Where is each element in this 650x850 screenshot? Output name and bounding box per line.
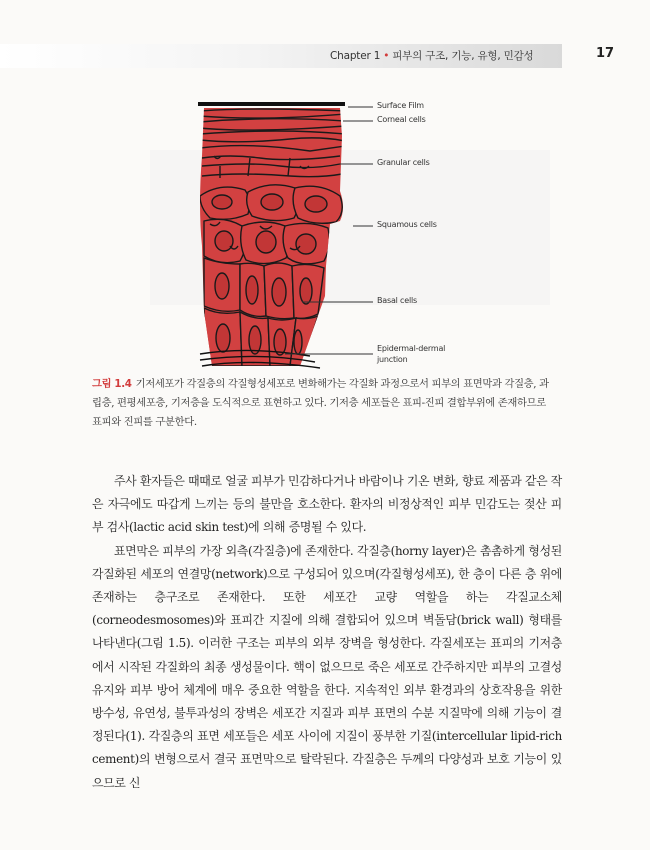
body-text: [92, 470, 562, 795]
paragraph-2: 표면막은 피부의 가장 외측(각질층)에 존재한다. 각질층(horny layer)은 촘촘하게 형성된 각질화된 세포의 연결망(network)으로 구성되어 있으며(각질형성세포), 한 층이 다른 층 위에 존재하는 층구조로 존재한다. 또한 세포간 교량 역할을 하는 각질교소체(corneodesmosomes)와 표피간 지질에 의해 결합되어 있으며 벽돌담(brick wall) 형태를 나타낸다(그림 1.5). 이러한 구조는 피부의 외부 장벽을 형성한다. 각질세포는 표피의 기저층에서 시작된 각질화의 최종 생성물이다. 핵이 없으므로 죽은 세포로 간주하지만 피부의 고결성 유지와 피부 방어 체계에 매우 중요한 역할을 한다. 지속적인 외부 환경과의 상호작용을 위한 방수성, 유연성, 불투과성의 장벽은 세포간 지질과 피부 표면의 수분 지질막에 의해 기능이 결정된다(1). 각질층의 표면 세포들은 세포 사이에 지질이 풍부한 기질(intercellular lipid-rich cement)의 변형으로서 결국 표면막으로 탈락된다. 각질층은 두께의 다양성과 보호 기능이 있으므로 신: [92, 543, 562, 790]
figure-caption: [92, 375, 557, 432]
chapter-label: Chapter 1: [330, 50, 381, 62]
label-junction-line1: Epidermal-dermal: [377, 344, 446, 353]
page-number: 17: [596, 46, 615, 61]
label-surface-film: Surface Film: [377, 101, 424, 110]
epidermis-illustration: [190, 96, 490, 371]
chapter-title: 피부의 구조, 기능, 유형, 민감성: [392, 50, 534, 62]
figure-number: 그림 1.4: [92, 378, 132, 390]
label-basal-cells: Basal cells: [377, 296, 417, 305]
caption-text: 기저세포가 각질층의 각질형성세포로 변화해가는 각질화 과정으로서 피부의 표면막과 각질층, 과립층, 편평세포층, 기저층을 도식적으로 표현하고 있다. 기저층 세포들은 표피-진피 결합부위에 존재하므로 표피와 진피를 구분한다.: [92, 378, 549, 428]
bullet-icon: •: [383, 50, 390, 62]
label-squamous-cells: Squamous cells: [377, 220, 437, 229]
label-corneal-cells: Corneal cells: [377, 115, 426, 124]
paragraph-1: 주사 환자들은 때때로 얼굴 피부가 민감하다거나 바람이나 기온 변화, 향료 제품과 같은 작은 자극에도 따갑게 느끼는 등의 불만을 호소한다. 환자의 비정상적인 피부 민감도는 젖산 피부 검사(lactic acid skin test)에 의해 증명될 수 있다.: [92, 474, 562, 535]
running-header: [330, 48, 560, 63]
skin-layer-figure: [190, 96, 490, 371]
label-junction-line2: junction: [377, 355, 408, 364]
label-granular-cells: Granular cells: [377, 158, 430, 167]
